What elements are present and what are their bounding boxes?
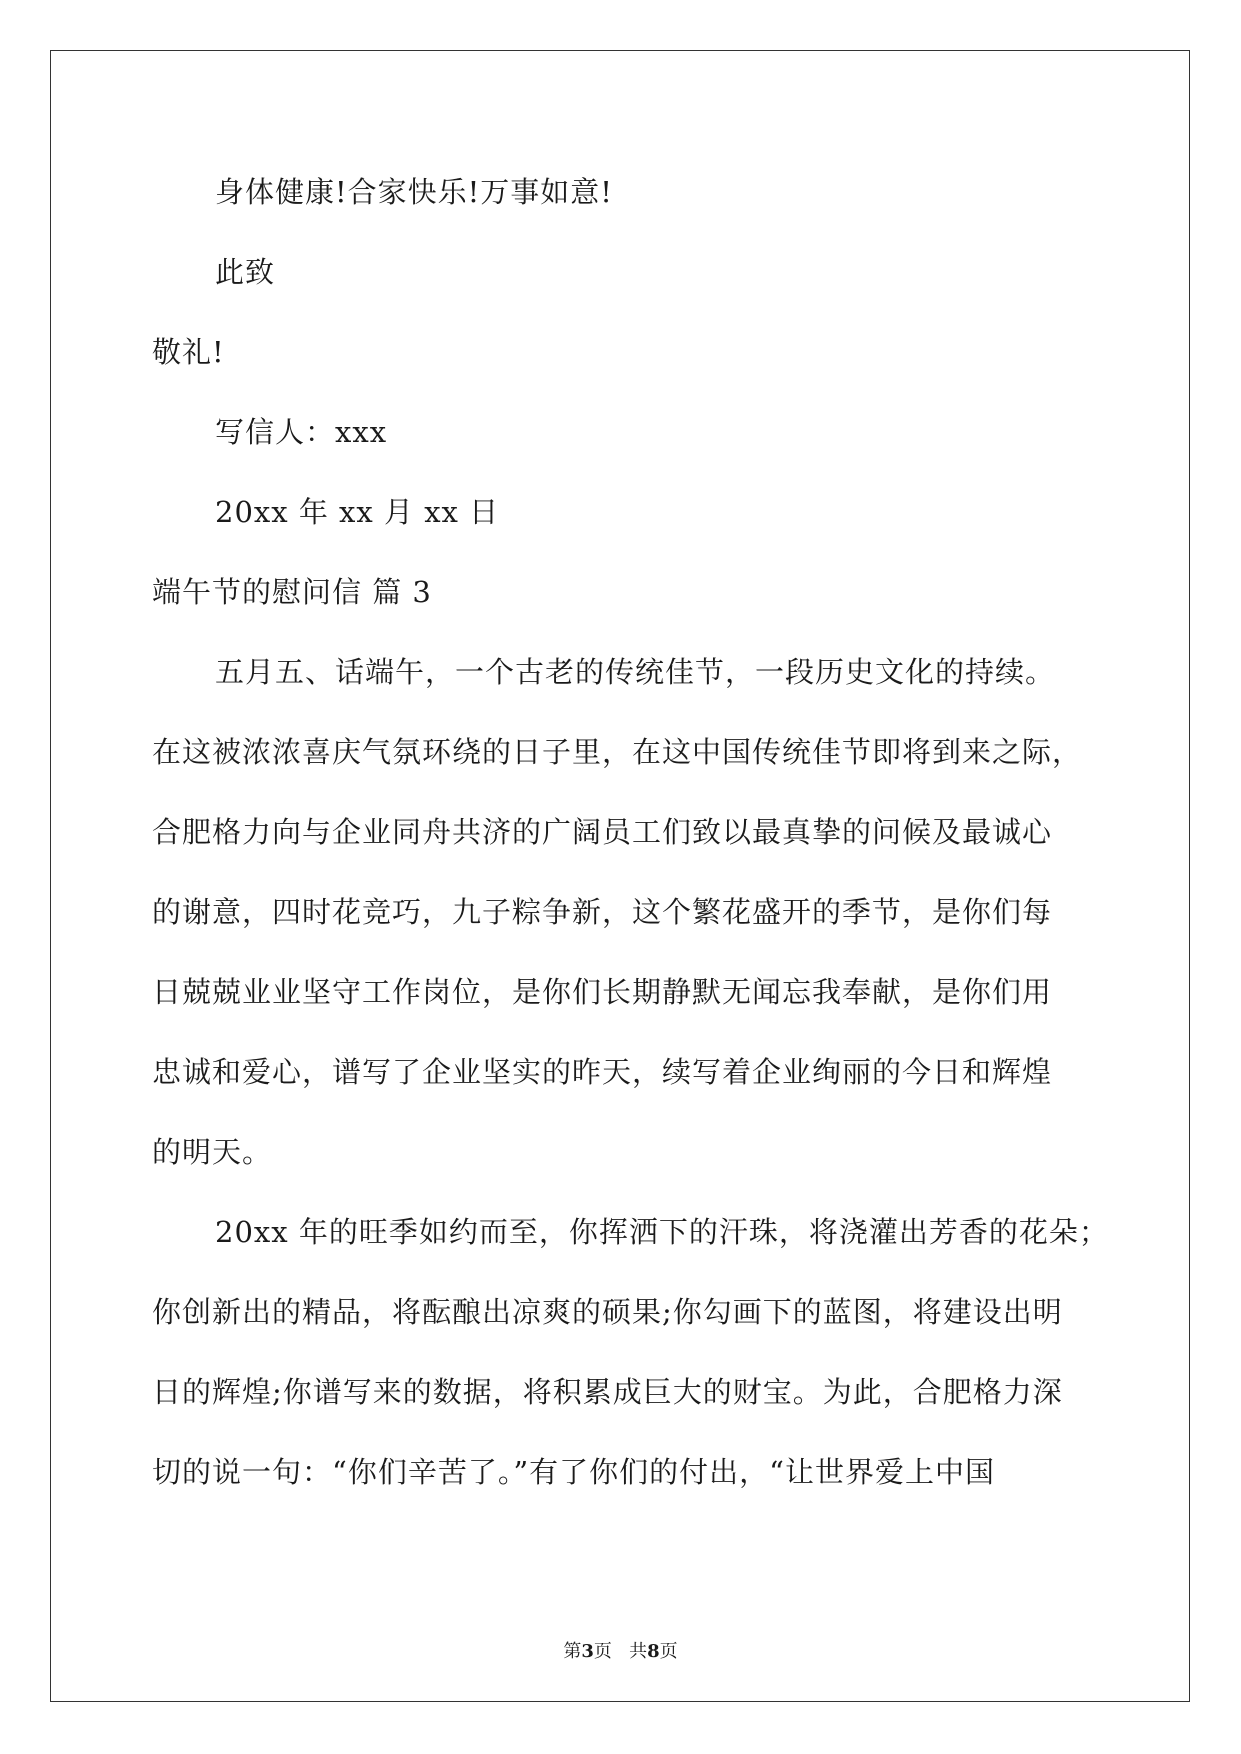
- paragraph-line: 日兢兢业业坚守工作岗位，是你们长期静默无闻忘我奉献，是你们用: [152, 975, 1053, 1009]
- salutation-cizhi: 此致: [215, 255, 276, 289]
- paragraph-line: 你创新出的精品，将酝酿出凉爽的硕果;你勾画下的蓝图，将建设出明: [152, 1295, 1063, 1329]
- paragraph-line: 切的说一句：“你们辛苦了。”有了你们的付出，“让世界爱上中国: [152, 1455, 995, 1489]
- letter-date: 20xx 年 xx 月 xx 日: [215, 495, 500, 529]
- paragraph-line: 的谢意，四时花竞巧，九子粽争新，这个繁花盛开的季节，是你们每: [152, 895, 1053, 929]
- closing-wishes: 身体健康!合家快乐!万事如意!: [215, 175, 613, 209]
- paragraph-line: 在这被浓浓喜庆气氛环绕的日子里，在这中国传统佳节即将到来之际，: [152, 735, 1083, 769]
- paragraph-line: 20xx 年的旺季如约而至，你挥洒下的汗珠，将浇灌出芳香的花朵；: [215, 1215, 1109, 1249]
- page-footer: [0, 1640, 1241, 1664]
- paragraph-line: 五月五、话端午，一个古老的传统佳节，一段历史文化的持续。: [215, 655, 1056, 689]
- section-title: 端午节的慰问信 篇 3: [152, 575, 432, 609]
- paragraph-line: 日的辉煌;你谱写来的数据，将积累成巨大的财宝。为此，合肥格力深: [152, 1375, 1063, 1409]
- salutation-jingli: 敬礼!: [152, 335, 225, 369]
- footer-total-unit: 页: [659, 1641, 678, 1662]
- letter-writer: 写信人：xxx: [215, 415, 388, 449]
- paragraph-line: 合肥格力向与企业同舟共济的广阔员工们致以最真挚的问候及最诚心: [152, 815, 1053, 849]
- footer-total-pages: 8: [647, 1641, 660, 1662]
- footer-page-number: 3: [581, 1641, 594, 1662]
- paragraph-line: 忠诚和爱心，谱写了企业坚实的昨天，续写着企业绚丽的今日和辉煌: [152, 1055, 1053, 1089]
- paragraph-line: 的明天。: [152, 1135, 273, 1169]
- footer-page-unit: 页: [593, 1641, 612, 1662]
- footer-total-prefix: 共: [629, 1641, 648, 1662]
- footer-page-prefix: 第: [563, 1641, 582, 1662]
